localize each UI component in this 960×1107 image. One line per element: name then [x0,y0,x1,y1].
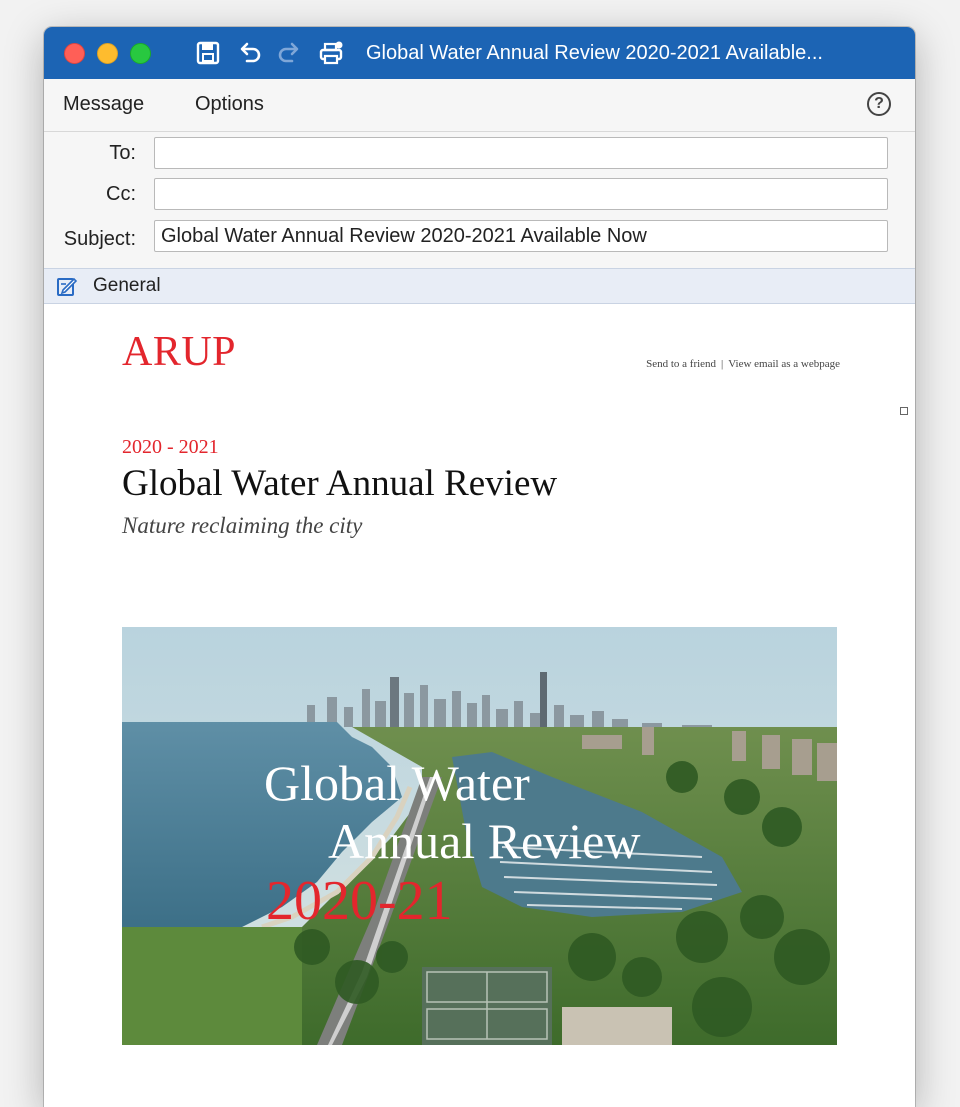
save-icon[interactable] [195,40,221,66]
sensitivity-label: General [93,275,161,296]
link-separator: | [721,358,724,370]
to-field[interactable] [154,137,888,169]
minimize-window-button[interactable] [97,43,118,64]
redo-icon[interactable] [276,40,302,66]
message-body[interactable] [44,304,915,1107]
message-headers [44,132,915,268]
sensitivity-label-icon [56,275,78,297]
hero-image[interactable] [122,627,837,1045]
title-bar [44,27,915,79]
subject-label: Subject: [63,228,136,250]
ribbon [44,79,915,132]
cc-field[interactable] [154,178,888,210]
hero-title-line2: Annual Review [328,813,641,869]
header-links [604,358,840,370]
to-label: To: [109,142,136,164]
undo-icon[interactable] [237,40,263,66]
view-webpage-link[interactable]: View email as a webpage [728,358,840,370]
print-icon[interactable] [318,40,344,66]
hero-year: 2020-21 [266,870,453,932]
window-title: Global Water Annual Review 2020-2021 Available... [366,42,823,64]
review-tagline: Nature reclaiming the city [122,513,363,538]
close-window-button[interactable] [64,43,85,64]
subject-field[interactable]: Global Water Annual Review 2020-2021 Available Now [154,220,888,252]
tab-message[interactable]: Message [63,93,145,115]
zoom-window-button[interactable] [130,43,151,64]
review-years: 2020 - 2021 [122,436,219,458]
review-headline: Global Water Annual Review [122,463,558,504]
help-icon[interactable]: ? [867,92,891,116]
sensitivity-bar[interactable] [44,268,915,304]
tab-options[interactable]: Options [195,93,264,115]
cc-label: Cc: [106,183,136,205]
email-compose-window [44,27,915,1107]
send-to-friend-link[interactable]: Send to a friend [646,358,717,370]
hero-title-line1: Global Water [264,755,530,811]
small-image-placeholder [900,407,908,415]
arup-logo: ARUP [122,329,237,375]
